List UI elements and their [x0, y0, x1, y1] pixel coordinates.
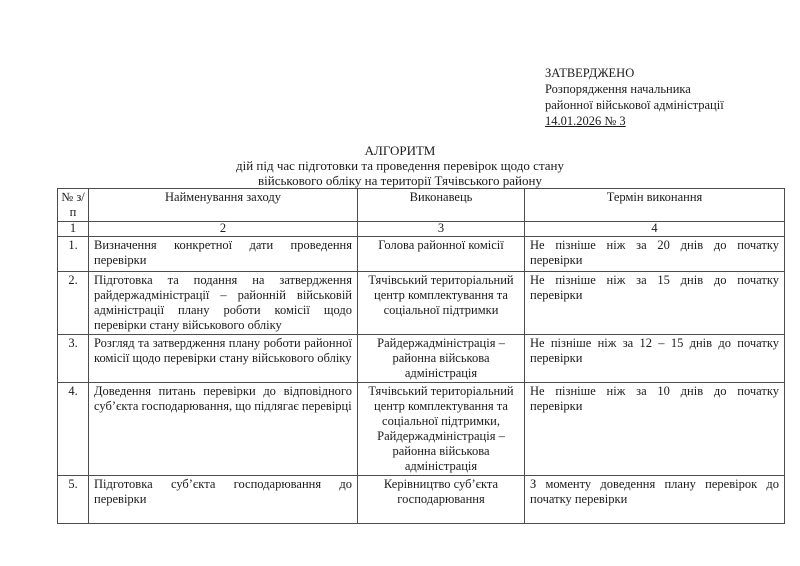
approval-block	[545, 65, 795, 129]
row-measure: Доведення питань перевірки до відповідного суб’єкта господарювання, що підлягає перевірці	[89, 383, 358, 476]
row-measure: Визначення конкретної дати проведення перевірки	[89, 237, 358, 272]
title-line-1: АЛГОРИТМ	[364, 143, 436, 158]
row-number: 1.	[58, 237, 89, 272]
row-term: Не пізніше ніж за 20 днів до початку перевірки	[525, 237, 785, 272]
table-row	[58, 383, 785, 476]
header-term: Термін виконання	[525, 189, 785, 222]
approval-date-number: 14.01.2026 № 3	[545, 114, 626, 128]
column-numbering-row	[58, 222, 785, 237]
row-measure: Розгляд та затвердження плану роботи районної комісії щодо перевірки стану військового обліку	[89, 335, 358, 383]
row-number: 3.	[58, 335, 89, 383]
row-term: Не пізніше ніж за 12 – 15 днів до початку перевірки	[525, 335, 785, 383]
row-number: 5.	[58, 476, 89, 524]
column-number-2: 2	[89, 222, 358, 237]
approval-line-approved: ЗАТВЕРДЖЕНО	[545, 66, 635, 80]
header-measure: Найменування заходу	[89, 189, 358, 222]
row-term: З моменту доведення плану перевірок до початку перевірки	[525, 476, 785, 524]
table-row	[58, 476, 785, 524]
row-measure: Підготовка та подання на затвердження райдержадміністрації – районній військовій адміністрації плану роботи комісії щодо перевірки стану військового обліку	[89, 272, 358, 335]
column-number-4: 4	[525, 222, 785, 237]
approval-line-order: Розпорядження начальника	[545, 82, 691, 96]
title-line-2: дій під час підготовки та проведення перевірок щодо стану	[235, 158, 565, 173]
row-number: 4.	[58, 383, 89, 476]
row-executor: Тячівський територіальний центр комплектування та соціальної підтримки	[358, 272, 525, 335]
header-executor: Виконавець	[358, 189, 525, 222]
row-executor: Тячівський територіальний центр комплектування та соціальної підтримки, Райдержадміністрація – районна військова адміністрація	[358, 383, 525, 476]
approval-line-administration: районної військової адміністрації	[545, 98, 724, 112]
table-row	[58, 335, 785, 383]
document-title	[0, 143, 800, 188]
row-number: 2.	[58, 272, 89, 335]
row-executor: Керівництво суб’єкта господарювання	[358, 476, 525, 524]
row-term: Не пізніше ніж за 10 днів до початку перевірки	[525, 383, 785, 476]
header-num: № з/п	[58, 189, 89, 222]
row-executor: Райдержадміністрація – районна військова адміністрація	[358, 335, 525, 383]
table-row	[58, 237, 785, 272]
row-executor: Голова районної комісії	[358, 237, 525, 272]
table-row	[58, 272, 785, 335]
row-term: Не пізніше ніж за 15 днів до початку перевірки	[525, 272, 785, 335]
column-number-3: 3	[358, 222, 525, 237]
table-header-row	[58, 189, 785, 222]
column-number-1: 1	[58, 222, 89, 237]
algorithm-table	[57, 188, 785, 524]
row-measure: Підготовка суб’єкта господарювання до перевірки	[89, 476, 358, 524]
title-line-3: військового обліку на території Тячівського району	[258, 173, 542, 188]
